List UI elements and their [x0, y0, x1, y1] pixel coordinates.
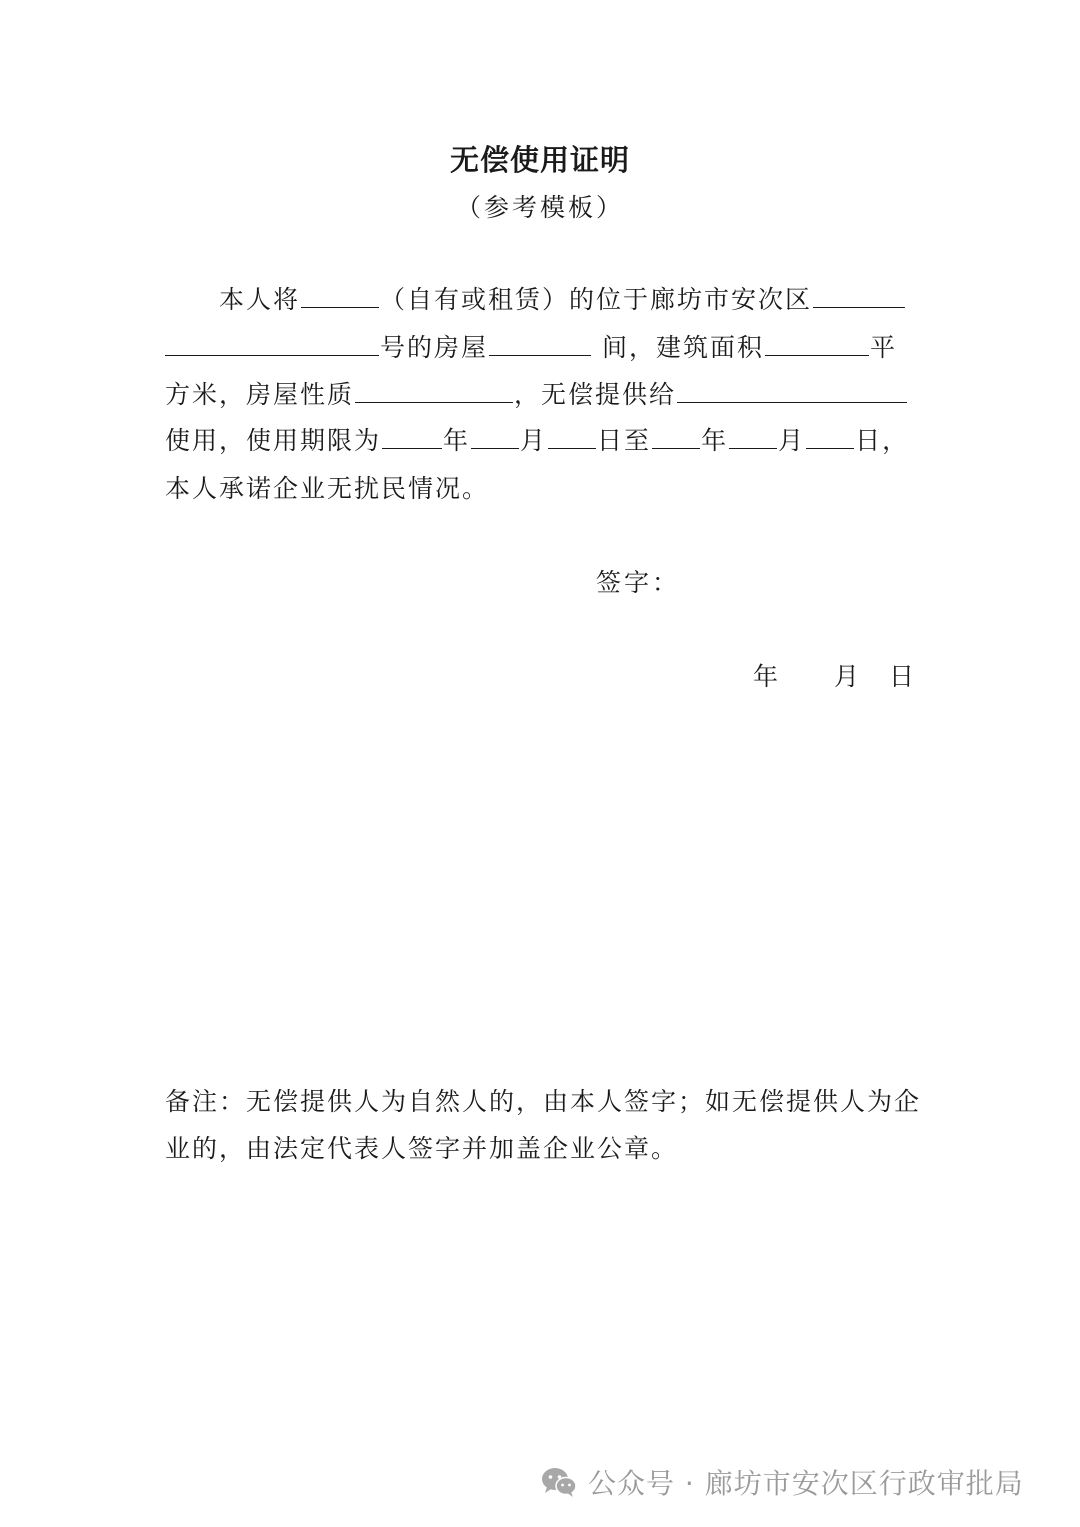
body-text: 年 — [701, 426, 729, 455]
body-text: 月 — [778, 426, 806, 455]
start-day-blank — [548, 421, 596, 449]
date-line — [753, 657, 914, 697]
recipient-blank — [677, 375, 907, 403]
body-text: 月 — [520, 426, 548, 455]
document-subtitle: （参考模板） — [455, 193, 624, 222]
address-continued-blank — [165, 328, 379, 356]
document-title: 无偿使用证明 — [449, 143, 630, 177]
wechat-icon — [540, 1465, 578, 1499]
end-month-blank — [729, 421, 777, 449]
note-line-2: 业的，由法定代表人签字并加盖企业公章。 — [165, 1134, 679, 1163]
body-text: 间，建筑面积 — [602, 333, 765, 362]
start-year-blank — [382, 421, 442, 449]
body-line-3 — [165, 375, 915, 415]
area-blank — [765, 328, 869, 356]
body-line-4 — [165, 421, 915, 461]
body-text: 日， — [855, 426, 910, 455]
date-day: 日 — [889, 662, 915, 691]
owner-type-blank — [301, 280, 379, 308]
address-blank — [813, 280, 905, 308]
body-text: 使用，使用期限为 — [165, 426, 382, 455]
note-line-1: 备注：无偿提供人为自然人的，由本人签字；如无偿提供人为企 — [165, 1087, 922, 1116]
signature-label: 签字： — [596, 568, 681, 597]
watermark-text: 公众号 · 廊坊市安次区行政审批局 — [588, 1467, 1024, 1500]
watermark — [540, 1460, 1024, 1504]
end-day-blank — [806, 421, 854, 449]
room-count-blank — [489, 328, 591, 356]
body-text: 日至 — [597, 426, 652, 455]
body-text: 方米，房屋性质 — [165, 380, 355, 409]
body-line-5: 本人承诺企业无扰民情况。 — [165, 474, 490, 503]
body-text: 平 — [870, 333, 898, 362]
body-line-1 — [165, 280, 915, 320]
start-month-blank — [471, 421, 519, 449]
body-text: ，无偿提供给 — [514, 380, 677, 409]
body-text: （自有或租赁）的位于廊坊市安次区 — [380, 285, 813, 314]
date-year: 年 — [753, 662, 779, 691]
end-year-blank — [652, 421, 700, 449]
date-month: 月 — [834, 662, 860, 691]
property-type-blank — [355, 375, 513, 403]
body-text: 号的房屋 — [380, 333, 489, 362]
body-text: 本人将 — [219, 285, 301, 314]
body-text: 年 — [443, 426, 471, 455]
body-line-2 — [165, 328, 915, 368]
